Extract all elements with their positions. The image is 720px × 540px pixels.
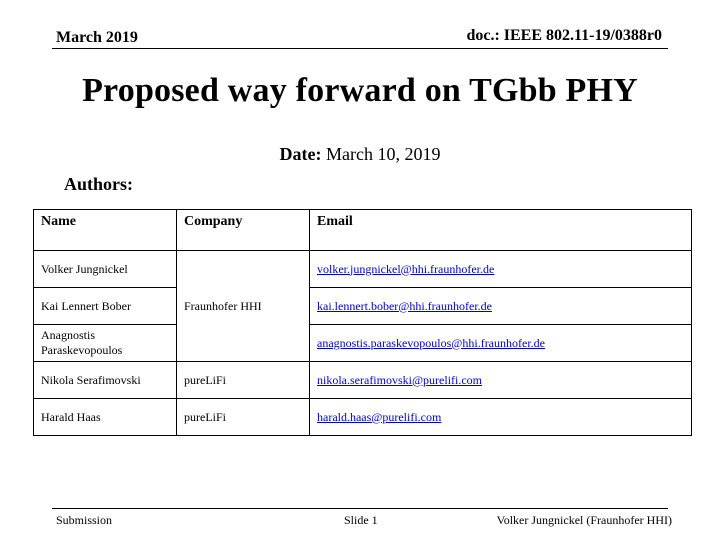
- header-divider: [52, 48, 668, 49]
- author-name: Kai Lennert Bober: [34, 288, 177, 325]
- footer-author: Volker Jungnickel (Fraunhofer HHI): [496, 513, 672, 527]
- author-email-link[interactable]: kai.lennert.bober@hhi.fraunhofer.de: [317, 298, 492, 313]
- author-company: Fraunhofer HHI: [177, 251, 310, 362]
- date-value: March 10, 2019: [326, 144, 441, 164]
- author-email-link[interactable]: harald.haas@purelifi.com: [317, 409, 442, 424]
- table-row: [34, 362, 692, 399]
- author-company: pureLiFi: [177, 399, 310, 436]
- author-email-cell: [310, 325, 692, 362]
- date-label: Date:: [279, 144, 322, 164]
- slide-title: Proposed way forward on TGbb PHY: [82, 72, 638, 109]
- author-email-link[interactable]: nikola.serafimovski@purelifi.com: [317, 372, 483, 387]
- table-row: [34, 251, 692, 288]
- author-name: Harald Haas: [34, 399, 177, 436]
- footer-divider: [52, 508, 668, 509]
- table-row: [34, 399, 692, 436]
- date-line: [0, 144, 720, 165]
- header-company: Company: [177, 210, 310, 251]
- table-row: [34, 288, 692, 325]
- author-email-cell: [310, 251, 692, 288]
- author-name: Anagnostis Paraskevopoulos: [34, 325, 177, 362]
- table-header-row: [34, 210, 692, 251]
- table-row: [34, 325, 692, 362]
- authors-label: Authors:: [64, 174, 134, 194]
- author-email-link[interactable]: volker.jungnickel@hhi.fraunhofer.de: [317, 261, 495, 276]
- header-date: March 2019: [56, 29, 138, 46]
- author-company: pureLiFi: [177, 362, 310, 399]
- footer-slide-number: Slide 1: [344, 513, 378, 527]
- author-email-cell: [310, 288, 692, 325]
- author-email-link[interactable]: anagnostis.paraskevopoulos@hhi.fraunhofer.de: [317, 335, 545, 350]
- authors-table: [33, 209, 692, 436]
- footer-submission: Submission: [56, 513, 113, 527]
- author-name: Volker Jungnickel: [34, 251, 177, 288]
- author-email-cell: [310, 362, 692, 399]
- header-name: Name: [34, 210, 177, 251]
- header-doc-id: doc.: IEEE 802.11-19/0388r0: [466, 27, 662, 44]
- header-email: Email: [310, 210, 692, 251]
- author-email-cell: [310, 399, 692, 436]
- author-name: Nikola Serafimovski: [34, 362, 177, 399]
